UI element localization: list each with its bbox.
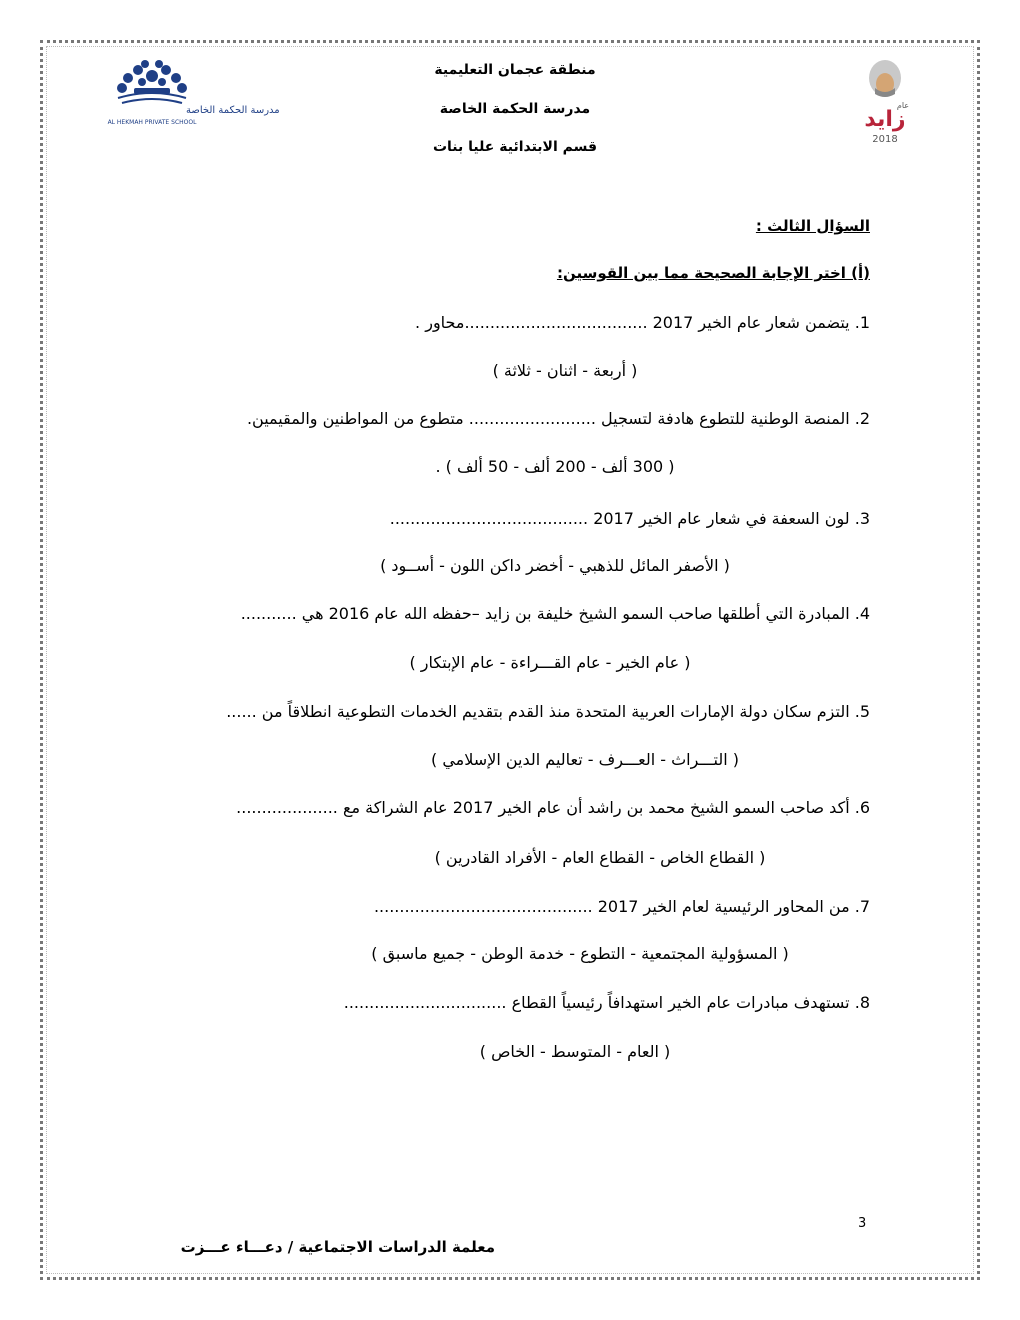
svg-text:عام: عام: [896, 101, 910, 110]
school-logo: [82, 58, 280, 128]
question-6: 6. أكد صاحب السمو الشيخ محمد بن راشد أن عام الخير 2017 عام الشراكة مع ....................: [236, 798, 870, 817]
options-7: ( المسؤولية المجتمعية - التطوع - خدمة الوطن - جميع ماسبق ): [371, 944, 789, 963]
svg-text:AL HEKMAH PRIVATE SCHOOL: AL HEKMAH PRIVATE SCHOOL: [107, 119, 197, 126]
teacher-signature: معلمة الدراسات الاجتماعية / دعـــاء عـــزت: [180, 1238, 495, 1256]
section-title: السؤال الثالث :: [755, 217, 870, 235]
header-school: مدرسة الحكمة الخاصة: [439, 101, 591, 117]
question-5: 5. التزم سكان دولة الإمارات العربية المتحدة منذ القدم بتقديم الخدمات التطوعية انطلاقاً من ......: [226, 702, 870, 721]
page-number: 3: [858, 1216, 867, 1231]
options-6: ( القطاع الخاص - القطاع العام - الأفراد القادرين ): [434, 848, 766, 867]
options-4: ( عام الخير - عام القـــراءة - عام الإبتكار ): [409, 653, 691, 672]
section-subtitle: (أ) اختر الإجابة الصحيحة مما بين القوسين:: [556, 264, 870, 282]
header-department: قسم الابتدائية عليا بنات: [432, 139, 598, 155]
question-7: 7. من المحاور الرئيسية لعام الخير 2017 ...........................................: [373, 897, 870, 916]
question-3: 3. لون السعفة في شعار عام الخير 2017 .......................................: [389, 509, 870, 528]
options-2: ( 300 ألف - 200 ألف - 50 ألف ) .: [435, 457, 675, 476]
options-8: ( العام - المتوسط - الخاص ): [479, 1042, 671, 1061]
options-5: ( التـــراث - العـــرف - تعاليم الدين الإسلامي ): [431, 750, 739, 769]
svg-text:2018: 2018: [872, 134, 898, 145]
options-3: ( الأصفر المائل للذهبي - أخضر داكن اللون - أســود ): [380, 556, 730, 575]
svg-text:مدرسة الحكمة الخاصة: مدرسة الحكمة الخاصة: [186, 105, 280, 116]
question-1: 1. يتضمن شعار عام الخير 2017 ....................................محاور .: [415, 313, 870, 332]
question-4: 4. المبادرة التي أطلقها صاحب السمو الشيخ خليفة بن زايد –حفظه الله عام 2016 هي ...........: [240, 604, 870, 623]
header-region: منطقة عجمان التعليمية: [434, 62, 596, 78]
svg-text:زايد: زايد: [864, 107, 906, 132]
options-1: ( أربعة - اثنان - ثلاثة ): [492, 361, 638, 380]
year-of-zayed-logo: [855, 58, 915, 148]
question-8: 8. تستهدف مبادرات عام الخير استهدافاً رئيسياً القطاع ................................: [343, 993, 870, 1012]
question-2: 2. المنصة الوطنية للتطوع هادفة لتسجيل ......................... متطوع من المواطنين والمقيمين.: [246, 409, 870, 428]
